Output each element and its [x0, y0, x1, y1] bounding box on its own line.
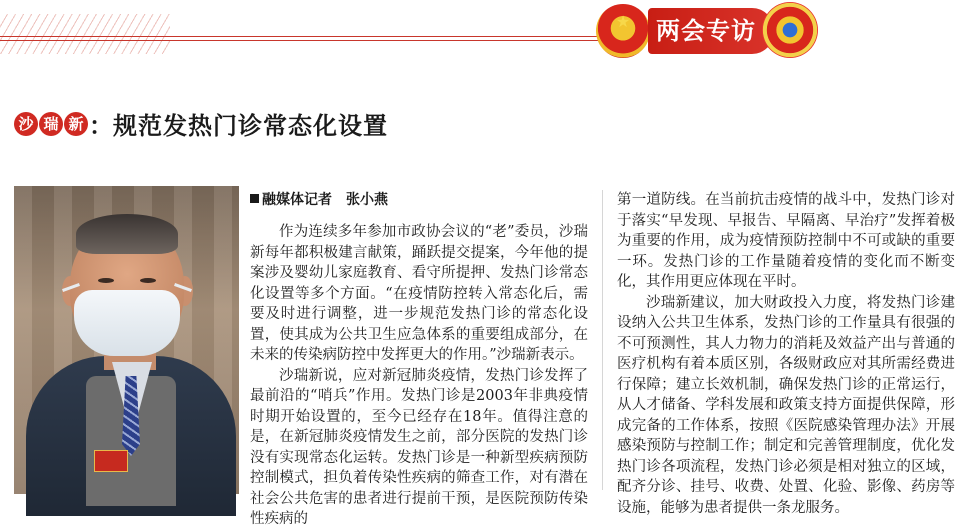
decorative-stripes — [0, 14, 170, 54]
byline-square-icon — [250, 194, 259, 203]
national-emblem-icon: ★ — [596, 4, 650, 58]
byline-text: 融媒体记者 张小燕 — [262, 192, 388, 208]
article-paragraph: 沙瑞新说，应对新冠肺炎疫情，发热门诊发挥了最前沿的“哨兵”作用。发热门诊是2003年非典疫情时期开始设置的，至今已经存在18年。值得注意的是，在新冠肺炎疫情发生之前，部分医院的发热门诊没有实现常态化运转。发热门诊是一种新型疾病预防控制模式，担负着传染性疾病的筛查工作，对有潜在社会公共危害的患者进行提前干预，是医院预防传染性疾病的 — [250, 367, 588, 527]
name-badge-char: 新 — [64, 112, 88, 136]
face-mask — [74, 290, 180, 356]
headline-colon: ： — [89, 111, 113, 140]
cppcc-emblem-icon — [762, 2, 818, 58]
name-badge-char: 瑞 — [39, 112, 63, 136]
byline — [250, 190, 388, 210]
portrait-photo — [14, 186, 239, 494]
article-column-1 — [250, 222, 588, 530]
article-paragraph: 第一道防线。在当前抗击疫情的战斗中，发热门诊对于落实“早发现、早报告、早隔离、早治疗”发挥着极为重要的作用，成为疫情预防控制中不可或缺的重要一环。发热门诊的工作量随着疫情的变化而不断变化，其作用更应体现在平时。 — [617, 192, 955, 290]
masthead-rule-secondary — [0, 40, 600, 41]
article-column-2 — [617, 190, 955, 518]
name-badge-char: 沙 — [14, 112, 38, 136]
headline-title: 规范发热门诊常态化设置 — [113, 111, 388, 140]
section-banner-text: 两会专访 — [656, 16, 756, 45]
delegate-badge — [94, 450, 128, 472]
column-divider — [602, 190, 603, 490]
masthead — [0, 0, 970, 60]
article-paragraph: 作为连续多年参加市政协会议的“老”委员，沙瑞新每年都积极建言献策，踊跃提交提案，今年他的提案涉及婴幼儿家庭教育、看守所提押、发热门诊常态化设置等多个方面。“在疫情防控转入常态化后，需要及时进行调整，进一步规范发热门诊的常态化设置，使其成为公共卫生应急体系的重要组成部分，在未来的传染病防控中发挥更大的作用。”沙瑞新表示。 — [250, 224, 588, 363]
headline — [14, 106, 388, 140]
article-paragraph: 沙瑞新建议，加大财政投入力度，将发热门诊建设纳入公共卫生体系，发热门诊的工作量具有很强的不可预测性，其人力物力的消耗及效益产出与普通的医疗机构有着本质区别，各级财政应对其所需经费进行保障；建立长效机制，确保发热门诊的正常运行，从人才储备、学科发展和政策支持方面提供保障，形成完备的工作体系，按照《医院感染管理办法》开展感染预防与控制工作；制定和完善管理制度，优化发热门诊各项流程，发热门诊必须是相对独立的区域，配齐分诊、挂号、收费、处置、化验、影像、药房等设施，能够为患者提供一条龙服务。 — [617, 294, 955, 516]
masthead-rule — [0, 36, 600, 37]
